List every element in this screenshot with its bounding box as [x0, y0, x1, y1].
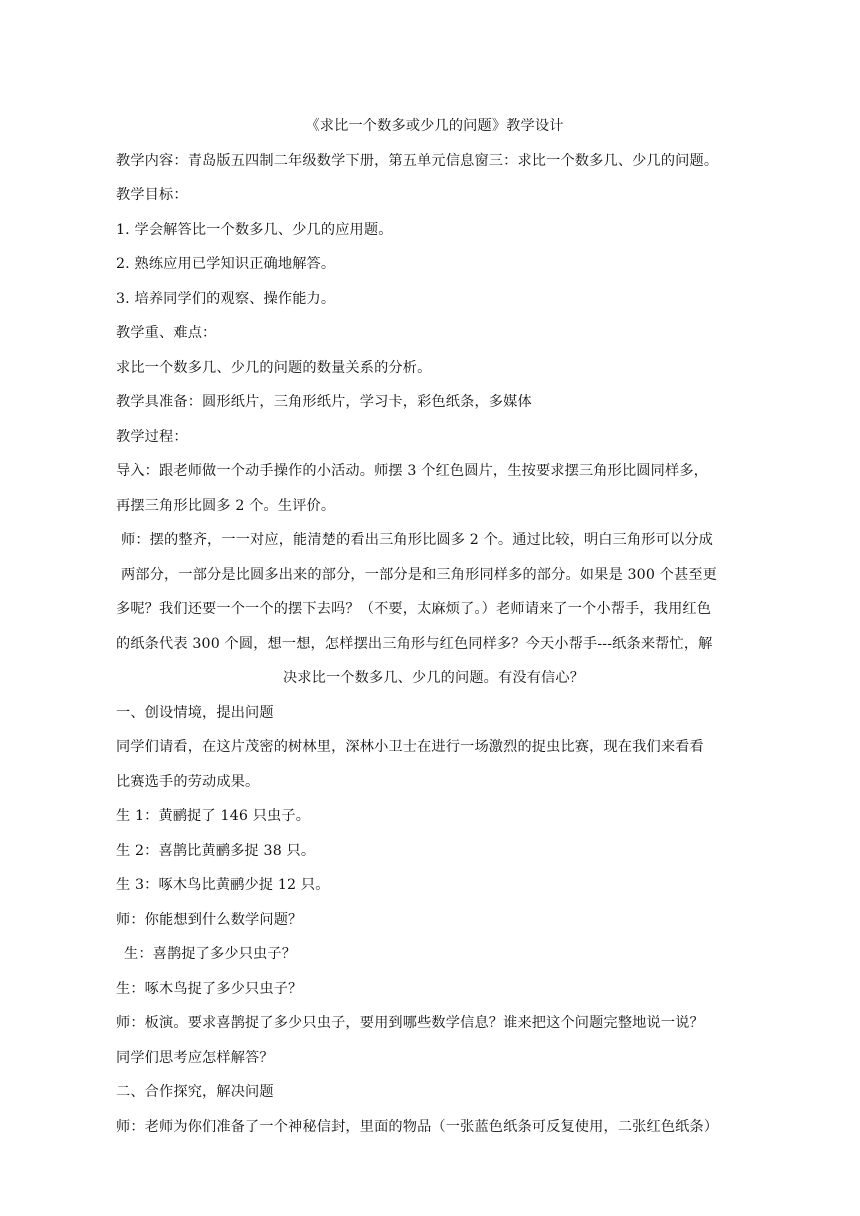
teacher-line: 师：板演。要求喜鹊捉了多少只虫子，要用到哪些数学信息？谁来把这个问题完整地说一说？	[116, 1015, 704, 1031]
student-line: 生 3：啄木鸟比黄鹂少捉 12 只。	[116, 877, 330, 893]
paragraph-line: 决求比一个数多几、少几的问题。有没有信心？	[282, 670, 585, 686]
paragraph-line: 两部分，一部分是比圆多出来的部分，一部分是和三角形同样多的部分。如果是 300 个甚至更	[121, 566, 718, 583]
goal-item-2: 2. 熟练应用已学知识正确地解答。	[116, 256, 336, 272]
student-line: 生：啄木鸟捉了多少只虫子？	[116, 980, 303, 997]
teaching-content: 教学内容：青岛版五四制二年级数学下册，第五单元信息窗三：求比一个数多几、少几的问题。	[116, 152, 719, 169]
section-heading-goals: 教学目标：	[116, 187, 188, 203]
teacher-line: 师：你能想到什么数学问题？	[116, 911, 303, 928]
section-heading-process: 教学过程：	[116, 428, 188, 445]
section-heading-key-points: 教学重、难点：	[116, 325, 217, 341]
goal-item-1: 1. 学会解答比一个数多几、少几的应用题。	[116, 221, 393, 238]
student-line: 生 1：黄鹂捉了 146 只虫子。	[116, 808, 311, 824]
paragraph-line: 的纸条代表 300 个圆，想一想，怎样摆出三角形与红色同样多？今天小帮手---纸条来帮忙，解	[116, 635, 713, 652]
paragraph-line: 再摆三角形比圆多 2 个。生评价。	[116, 497, 336, 514]
key-points-text: 求比一个数多几、少几的问题的数量关系的分析。	[116, 359, 432, 376]
paragraph-line: 师：摆的整齐，一一对应，能清楚的看出三角形比圆多 2 个。通过比较，明白三角形可以分成	[121, 532, 713, 548]
teacher-line: 师：老师为你们准备了一个神秘信封，里面的物品（一张蓝色纸条可反复使用，二张红色纸条）	[116, 1118, 719, 1135]
student-line: 生：喜鹊捉了多少只虫子？	[124, 946, 297, 962]
paragraph-line: 导入：跟老师做一个动手操作的小活动。师摆 3 个红色圆片，生按要求摆三角形比圆同样多，	[116, 463, 708, 479]
teaching-materials: 教学具准备：圆形纸片，三角形纸片，学习卡，彩色纸条，多媒体	[116, 394, 532, 410]
document-title: 《求比一个数多或少几的问题》教学设计	[305, 118, 564, 134]
paragraph-line: 多呢？我们还要一个一个的摆下去吗？（不要，太麻烦了。）老师请来了一个小帮手，我用红色	[116, 601, 712, 617]
goal-item-3: 3. 培养同学们的观察、操作能力。	[116, 290, 336, 307]
section-heading-2: 二、合作探究，解决问题	[116, 1084, 274, 1100]
paragraph-line: 同学们请看，在这片茂密的树林里，深林小卫士在进行一场激烈的捉虫比赛，现在我们来看看	[116, 739, 704, 755]
paragraph-line: 同学们思考应怎样解答？	[116, 1049, 274, 1066]
paragraph-line: 比赛选手的劳动成果。	[116, 773, 260, 790]
student-line: 生 2：喜鹊比黄鹂多捉 38 只。	[116, 842, 316, 859]
section-heading-1: 一、创设情境，提出问题	[116, 704, 274, 721]
